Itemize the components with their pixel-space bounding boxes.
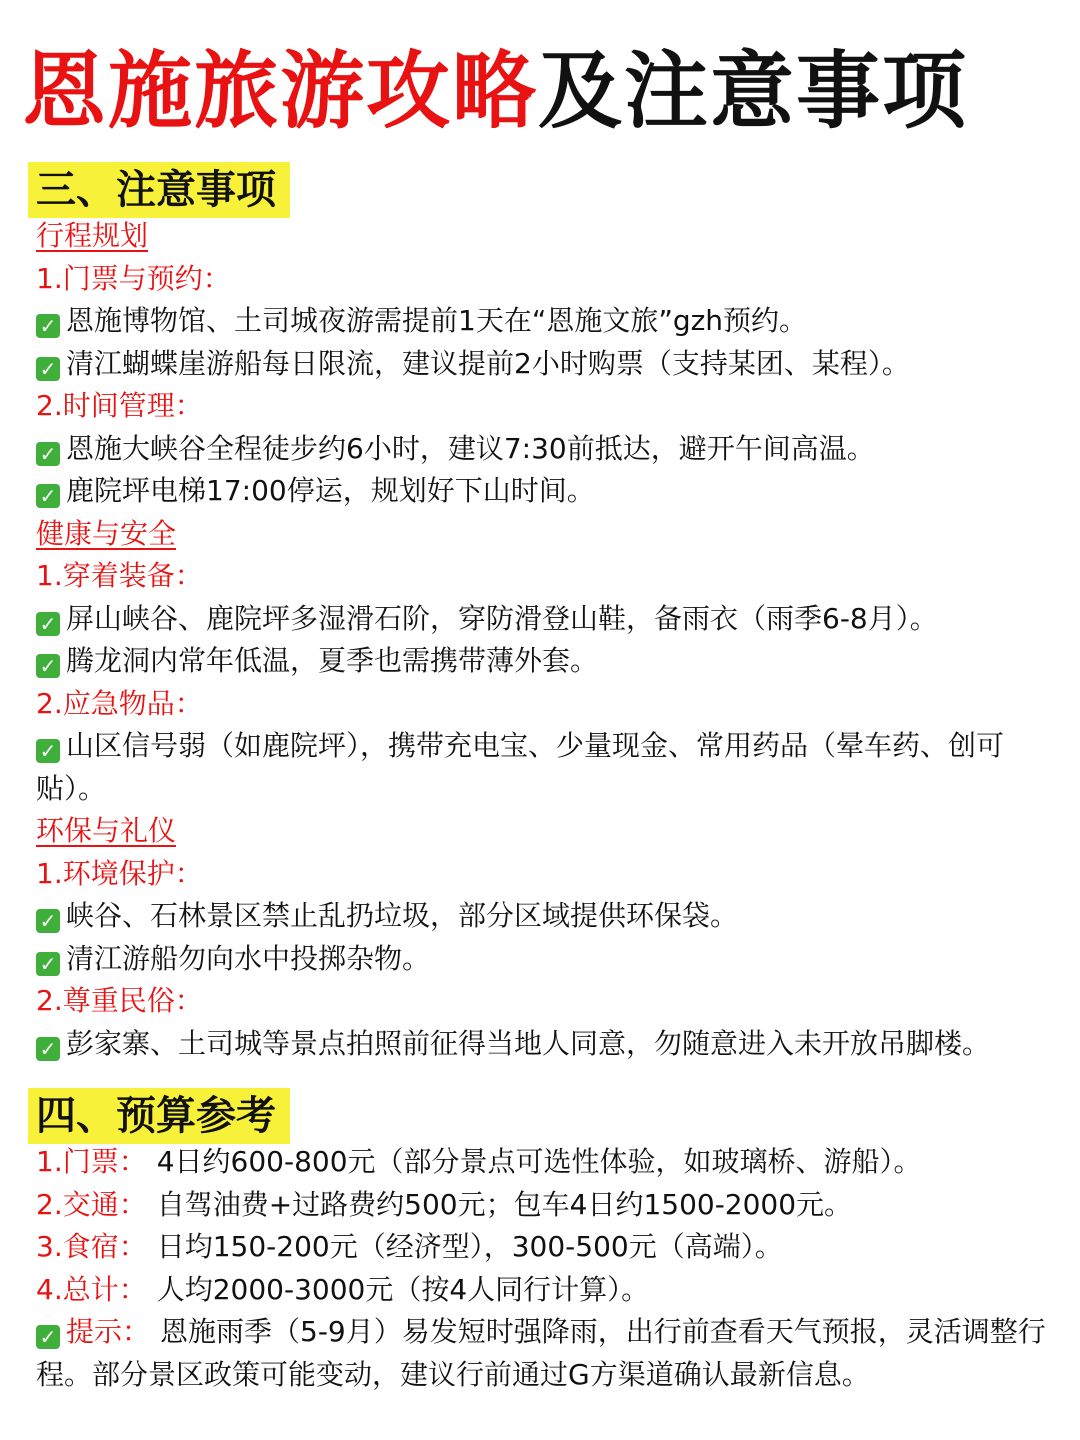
list-item: ✓ 彭家寨、土司城等景点拍照前征得当地人同意，勿随意进入未开放吊脚楼。	[36, 1023, 1066, 1066]
check-mark-icon: ✓	[36, 612, 60, 636]
check-mark-icon: ✓	[36, 952, 60, 976]
list-item: ✓ 恩施大峡谷全程徒步约6小时，建议7:30前抵达，避开午间高温。	[36, 428, 1066, 471]
check-mark-icon: ✓	[36, 314, 60, 338]
check-mark-icon: ✓	[36, 357, 60, 381]
budget-label-transport: 2.交通：	[36, 1187, 147, 1221]
budget-line: 3.食宿： 日均150-200元（经济型），300-500元（高端）。	[36, 1230, 783, 1263]
subheading-gear: 1.穿着装备：	[36, 559, 203, 592]
check-mark-icon: ✓	[36, 484, 60, 508]
subheading-time: 2.时间管理：	[36, 389, 203, 422]
subheading-emergency: 2.应急物品：	[36, 686, 203, 720]
page-title	[22, 36, 1062, 146]
budget-label-food: 3.食宿：	[36, 1230, 147, 1263]
list-item: ✓ 清江游船勿向水中投掷杂物。	[36, 938, 1066, 981]
check-mark-icon: ✓	[36, 909, 60, 933]
list-item: ✓ 山区信号弱（如鹿院坪），携带充电宝、少量现金、常用药品（晕车药、创可贴）。	[36, 729, 1005, 805]
list-item: ✓ 腾龙洞内常年低温，夏季也需携带薄外套。	[36, 640, 1066, 683]
list-item: ✓ 峡谷、石林景区禁止乱扔垃圾，部分区域提供环保袋。	[36, 895, 1066, 938]
section-heading-4: 四、预算参考	[28, 1088, 290, 1144]
subheading-tickets: 1.门票与预约：	[36, 261, 231, 295]
tip-line: ✓ 提示： 恩施雨季（5-9月）易发短时强降雨，出行前查看天气预报，灵活调整行程。部分景区政策可能变动，建议行前通过G方渠道确认最新信息。	[36, 1315, 1046, 1391]
check-mark-icon: ✓	[36, 1037, 60, 1061]
list-item: ✓ 屏山峡谷、鹿院坪多湿滑石阶，穿防滑登山鞋，备雨衣（雨季6-8月）。	[36, 598, 1066, 641]
section-4-content	[36, 1141, 1066, 1396]
budget-label-total: 4.总计：	[36, 1272, 147, 1306]
budget-label-tickets: 1.门票：	[36, 1145, 147, 1178]
check-mark-icon: ✓	[36, 442, 60, 466]
category-itinerary: 行程规划	[36, 219, 149, 252]
category-health-safety: 健康与安全	[36, 516, 177, 550]
section-heading-3: 三、注意事项	[28, 162, 290, 218]
subheading-customs: 2.尊重民俗：	[36, 984, 203, 1017]
title-black-part: 及注意事项	[538, 42, 969, 140]
list-item: ✓ 清江蝴蝶崖游船每日限流，建议提前2小时购票（支持某团、某程）。	[36, 343, 1066, 386]
check-mark-icon: ✓	[36, 654, 60, 678]
section-3-content	[36, 215, 1066, 1065]
tip-label: 提示：	[66, 1315, 151, 1348]
budget-line: 2.交通： 自驾油费+过路费约500元；包车4日约1500-2000元。	[36, 1187, 853, 1221]
list-item: ✓ 鹿院坪电梯17:00停运，规划好下山时间。	[36, 470, 1066, 513]
check-mark-icon: ✓	[36, 1325, 60, 1349]
list-item: ✓ 恩施博物馆、土司城夜游需提前1天在“恩施文旅”gzh预约。	[36, 300, 1066, 343]
budget-line: 1.门票： 4日约600-800元（部分景点可选性体验，如玻璃桥、游船）。	[36, 1145, 922, 1178]
check-mark-icon: ✓	[36, 739, 60, 763]
title-red-part: 恩施旅游攻略	[22, 42, 539, 140]
category-environment: 环保与礼仪	[36, 814, 177, 847]
subheading-protection: 1.环境保护：	[36, 856, 203, 890]
budget-line: 4.总计： 人均2000-3000元（按4人同行计算）。	[36, 1272, 650, 1306]
